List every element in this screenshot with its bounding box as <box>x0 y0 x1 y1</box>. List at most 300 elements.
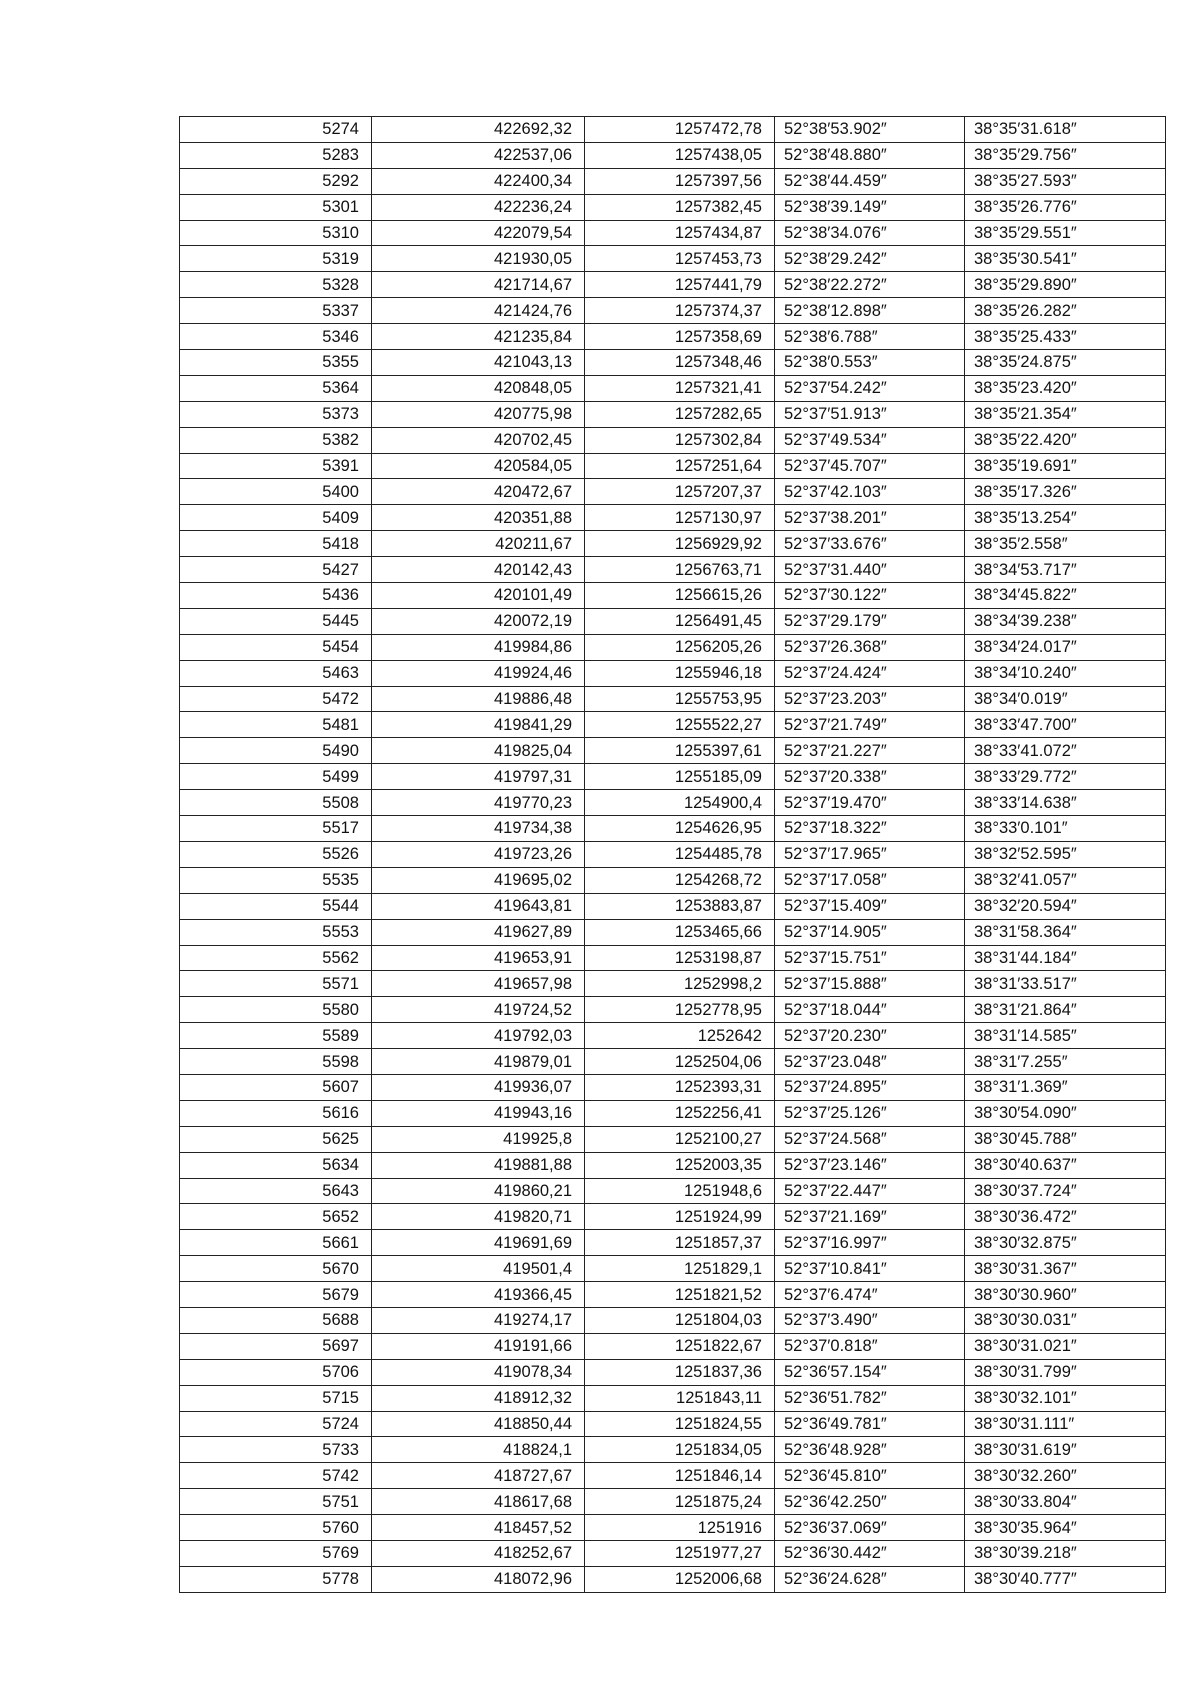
latitude-cell: 52°37′22.447″ <box>775 1178 965 1204</box>
x-coordinate-cell: 419191,66 <box>372 1333 585 1359</box>
latitude-cell: 52°36′30.442″ <box>775 1540 965 1566</box>
point-number-cell: 5445 <box>180 608 372 634</box>
y-coordinate-cell: 1257397,56 <box>585 168 775 194</box>
point-number-cell: 5490 <box>180 738 372 764</box>
table-row <box>180 246 1166 272</box>
x-coordinate-cell: 420351,88 <box>372 505 585 531</box>
longitude-cell: 38°35′22.420″ <box>965 427 1166 453</box>
point-number-cell: 5355 <box>180 350 372 376</box>
latitude-cell: 52°37′0.818″ <box>775 1333 965 1359</box>
x-coordinate-cell: 421043,13 <box>372 350 585 376</box>
x-coordinate-cell: 419879,01 <box>372 1049 585 1075</box>
table-row <box>180 1023 1166 1049</box>
longitude-cell: 38°30′39.218″ <box>965 1540 1166 1566</box>
y-coordinate-cell: 1251829,1 <box>585 1256 775 1282</box>
x-coordinate-cell: 419860,21 <box>372 1178 585 1204</box>
y-coordinate-cell: 1252504,06 <box>585 1049 775 1075</box>
point-number-cell: 5373 <box>180 401 372 427</box>
latitude-cell: 52°37′24.895″ <box>775 1074 965 1100</box>
latitude-cell: 52°37′30.122″ <box>775 583 965 609</box>
point-number-cell: 5544 <box>180 893 372 919</box>
latitude-cell: 52°37′25.126″ <box>775 1100 965 1126</box>
point-number-cell: 5508 <box>180 790 372 816</box>
table-row <box>180 479 1166 505</box>
latitude-cell: 52°37′31.440″ <box>775 557 965 583</box>
longitude-cell: 38°31′33.517″ <box>965 971 1166 997</box>
table-row <box>180 738 1166 764</box>
x-coordinate-cell: 418252,67 <box>372 1540 585 1566</box>
y-coordinate-cell: 1252256,41 <box>585 1100 775 1126</box>
y-coordinate-cell: 1251834,05 <box>585 1437 775 1463</box>
longitude-cell: 38°35′2.558″ <box>965 531 1166 557</box>
point-number-cell: 5310 <box>180 220 372 246</box>
point-number-cell: 5337 <box>180 298 372 324</box>
point-number-cell: 5481 <box>180 712 372 738</box>
point-number-cell: 5301 <box>180 194 372 220</box>
point-number-cell: 5778 <box>180 1566 372 1592</box>
x-coordinate-cell: 420072,19 <box>372 608 585 634</box>
point-number-cell: 5697 <box>180 1333 372 1359</box>
point-number-cell: 5715 <box>180 1385 372 1411</box>
y-coordinate-cell: 1251916 <box>585 1515 775 1541</box>
y-coordinate-cell: 1256205,26 <box>585 634 775 660</box>
longitude-cell: 38°30′37.724″ <box>965 1178 1166 1204</box>
x-coordinate-cell: 418457,52 <box>372 1515 585 1541</box>
table-row <box>180 531 1166 557</box>
longitude-cell: 38°34′45.822″ <box>965 583 1166 609</box>
longitude-cell: 38°35′24.875″ <box>965 350 1166 376</box>
y-coordinate-cell: 1253198,87 <box>585 945 775 971</box>
latitude-cell: 52°36′57.154″ <box>775 1359 965 1385</box>
table-row <box>180 1307 1166 1333</box>
longitude-cell: 38°35′30.541″ <box>965 246 1166 272</box>
point-number-cell: 5274 <box>180 117 372 143</box>
longitude-cell: 38°30′30.960″ <box>965 1282 1166 1308</box>
longitude-cell: 38°30′31.111″ <box>965 1411 1166 1437</box>
x-coordinate-cell: 419366,45 <box>372 1282 585 1308</box>
longitude-cell: 38°30′31.021″ <box>965 1333 1166 1359</box>
longitude-cell: 38°35′19.691″ <box>965 453 1166 479</box>
latitude-cell: 52°37′14.905″ <box>775 919 965 945</box>
y-coordinate-cell: 1252003,35 <box>585 1152 775 1178</box>
x-coordinate-cell: 419881,88 <box>372 1152 585 1178</box>
point-number-cell: 5400 <box>180 479 372 505</box>
x-coordinate-cell: 420584,05 <box>372 453 585 479</box>
y-coordinate-cell: 1252642 <box>585 1023 775 1049</box>
point-number-cell: 5535 <box>180 867 372 893</box>
point-number-cell: 5724 <box>180 1411 372 1437</box>
x-coordinate-cell: 419695,02 <box>372 867 585 893</box>
latitude-cell: 52°37′42.103″ <box>775 479 965 505</box>
y-coordinate-cell: 1251846,14 <box>585 1463 775 1489</box>
table-row <box>180 272 1166 298</box>
x-coordinate-cell: 419627,89 <box>372 919 585 945</box>
x-coordinate-cell: 419734,38 <box>372 816 585 842</box>
table-row <box>180 1437 1166 1463</box>
longitude-cell: 38°30′40.777″ <box>965 1566 1166 1592</box>
x-coordinate-cell: 419792,03 <box>372 1023 585 1049</box>
y-coordinate-cell: 1256491,45 <box>585 608 775 634</box>
y-coordinate-cell: 1251924,99 <box>585 1204 775 1230</box>
y-coordinate-cell: 1255397,61 <box>585 738 775 764</box>
table-row <box>180 142 1166 168</box>
y-coordinate-cell: 1257441,79 <box>585 272 775 298</box>
longitude-cell: 38°30′40.637″ <box>965 1152 1166 1178</box>
table-row <box>180 971 1166 997</box>
latitude-cell: 52°37′24.424″ <box>775 660 965 686</box>
table-row <box>180 634 1166 660</box>
table-row <box>180 350 1166 376</box>
y-coordinate-cell: 1257453,73 <box>585 246 775 272</box>
y-coordinate-cell: 1252998,2 <box>585 971 775 997</box>
table-row <box>180 660 1166 686</box>
latitude-cell: 52°37′6.474″ <box>775 1282 965 1308</box>
latitude-cell: 52°37′29.179″ <box>775 608 965 634</box>
table-row <box>180 997 1166 1023</box>
table-row <box>180 1411 1166 1437</box>
longitude-cell: 38°30′54.090″ <box>965 1100 1166 1126</box>
x-coordinate-cell: 418824,1 <box>372 1437 585 1463</box>
point-number-cell: 5742 <box>180 1463 372 1489</box>
x-coordinate-cell: 422692,32 <box>372 117 585 143</box>
x-coordinate-cell: 419943,16 <box>372 1100 585 1126</box>
table-row <box>180 583 1166 609</box>
longitude-cell: 38°33′0.101″ <box>965 816 1166 842</box>
longitude-cell: 38°30′32.875″ <box>965 1230 1166 1256</box>
y-coordinate-cell: 1252006,68 <box>585 1566 775 1592</box>
point-number-cell: 5346 <box>180 324 372 350</box>
table-row <box>180 1359 1166 1385</box>
longitude-cell: 38°35′31.618″ <box>965 117 1166 143</box>
y-coordinate-cell: 1251822,67 <box>585 1333 775 1359</box>
x-coordinate-cell: 421235,84 <box>372 324 585 350</box>
x-coordinate-cell: 419724,52 <box>372 997 585 1023</box>
table-row <box>180 790 1166 816</box>
longitude-cell: 38°31′21.864″ <box>965 997 1166 1023</box>
longitude-cell: 38°35′26.776″ <box>965 194 1166 220</box>
longitude-cell: 38°30′33.804″ <box>965 1489 1166 1515</box>
x-coordinate-cell: 422400,34 <box>372 168 585 194</box>
point-number-cell: 5562 <box>180 945 372 971</box>
table-row <box>180 117 1166 143</box>
x-coordinate-cell: 421424,76 <box>372 298 585 324</box>
y-coordinate-cell: 1255522,27 <box>585 712 775 738</box>
latitude-cell: 52°37′21.749″ <box>775 712 965 738</box>
longitude-cell: 38°31′14.585″ <box>965 1023 1166 1049</box>
y-coordinate-cell: 1257302,84 <box>585 427 775 453</box>
point-number-cell: 5418 <box>180 531 372 557</box>
longitude-cell: 38°35′13.254″ <box>965 505 1166 531</box>
x-coordinate-cell: 420101,49 <box>372 583 585 609</box>
point-number-cell: 5553 <box>180 919 372 945</box>
longitude-cell: 38°35′29.890″ <box>965 272 1166 298</box>
x-coordinate-cell: 422537,06 <box>372 142 585 168</box>
y-coordinate-cell: 1257207,37 <box>585 479 775 505</box>
y-coordinate-cell: 1253465,66 <box>585 919 775 945</box>
latitude-cell: 52°38′6.788″ <box>775 324 965 350</box>
longitude-cell: 38°31′58.364″ <box>965 919 1166 945</box>
table-row <box>180 453 1166 479</box>
y-coordinate-cell: 1251843,11 <box>585 1385 775 1411</box>
latitude-cell: 52°37′18.322″ <box>775 816 965 842</box>
latitude-cell: 52°37′15.751″ <box>775 945 965 971</box>
point-number-cell: 5607 <box>180 1074 372 1100</box>
latitude-cell: 52°37′45.707″ <box>775 453 965 479</box>
table-row <box>180 1515 1166 1541</box>
point-number-cell: 5733 <box>180 1437 372 1463</box>
longitude-cell: 38°35′29.756″ <box>965 142 1166 168</box>
latitude-cell: 52°36′48.928″ <box>775 1437 965 1463</box>
latitude-cell: 52°36′49.781″ <box>775 1411 965 1437</box>
y-coordinate-cell: 1255185,09 <box>585 764 775 790</box>
table-row <box>180 220 1166 246</box>
y-coordinate-cell: 1257130,97 <box>585 505 775 531</box>
table-row <box>180 945 1166 971</box>
latitude-cell: 52°38′29.242″ <box>775 246 965 272</box>
y-coordinate-cell: 1255946,18 <box>585 660 775 686</box>
latitude-cell: 52°38′22.272″ <box>775 272 965 298</box>
point-number-cell: 5670 <box>180 1256 372 1282</box>
longitude-cell: 38°33′29.772″ <box>965 764 1166 790</box>
longitude-cell: 38°32′52.595″ <box>965 841 1166 867</box>
table-row <box>180 1385 1166 1411</box>
table-row <box>180 168 1166 194</box>
x-coordinate-cell: 418850,44 <box>372 1411 585 1437</box>
latitude-cell: 52°37′20.230″ <box>775 1023 965 1049</box>
latitude-cell: 52°37′23.048″ <box>775 1049 965 1075</box>
y-coordinate-cell: 1255753,95 <box>585 686 775 712</box>
y-coordinate-cell: 1257472,78 <box>585 117 775 143</box>
table-row <box>180 1256 1166 1282</box>
longitude-cell: 38°34′24.017″ <box>965 634 1166 660</box>
table-row <box>180 1204 1166 1230</box>
point-number-cell: 5652 <box>180 1204 372 1230</box>
y-coordinate-cell: 1253883,87 <box>585 893 775 919</box>
y-coordinate-cell: 1252778,95 <box>585 997 775 1023</box>
table-row <box>180 686 1166 712</box>
y-coordinate-cell: 1254485,78 <box>585 841 775 867</box>
point-number-cell: 5679 <box>180 1282 372 1308</box>
x-coordinate-cell: 420775,98 <box>372 401 585 427</box>
x-coordinate-cell: 420211,67 <box>372 531 585 557</box>
x-coordinate-cell: 419825,04 <box>372 738 585 764</box>
point-number-cell: 5643 <box>180 1178 372 1204</box>
longitude-cell: 38°35′21.354″ <box>965 401 1166 427</box>
table-row <box>180 1463 1166 1489</box>
longitude-cell: 38°32′20.594″ <box>965 893 1166 919</box>
table-row <box>180 194 1166 220</box>
longitude-cell: 38°35′29.551″ <box>965 220 1166 246</box>
y-coordinate-cell: 1251837,36 <box>585 1359 775 1385</box>
longitude-cell: 38°30′31.799″ <box>965 1359 1166 1385</box>
longitude-cell: 38°30′31.619″ <box>965 1437 1166 1463</box>
latitude-cell: 52°37′38.201″ <box>775 505 965 531</box>
x-coordinate-cell: 421714,67 <box>372 272 585 298</box>
table-row <box>180 764 1166 790</box>
longitude-cell: 38°34′10.240″ <box>965 660 1166 686</box>
point-number-cell: 5472 <box>180 686 372 712</box>
point-number-cell: 5517 <box>180 816 372 842</box>
table-row <box>180 841 1166 867</box>
x-coordinate-cell: 419925,8 <box>372 1126 585 1152</box>
y-coordinate-cell: 1256929,92 <box>585 531 775 557</box>
latitude-cell: 52°36′37.069″ <box>775 1515 965 1541</box>
latitude-cell: 52°37′15.888″ <box>775 971 965 997</box>
y-coordinate-cell: 1252100,27 <box>585 1126 775 1152</box>
longitude-cell: 38°30′30.031″ <box>965 1307 1166 1333</box>
latitude-cell: 52°36′45.810″ <box>775 1463 965 1489</box>
y-coordinate-cell: 1251824,55 <box>585 1411 775 1437</box>
x-coordinate-cell: 419653,91 <box>372 945 585 971</box>
longitude-cell: 38°30′45.788″ <box>965 1126 1166 1152</box>
table-row <box>180 893 1166 919</box>
point-number-cell: 5634 <box>180 1152 372 1178</box>
latitude-cell: 52°37′23.146″ <box>775 1152 965 1178</box>
table-row <box>180 867 1166 893</box>
latitude-cell: 52°37′3.490″ <box>775 1307 965 1333</box>
point-number-cell: 5751 <box>180 1489 372 1515</box>
table-row <box>180 816 1166 842</box>
x-coordinate-cell: 419924,46 <box>372 660 585 686</box>
latitude-cell: 52°37′26.368″ <box>775 634 965 660</box>
latitude-cell: 52°37′21.227″ <box>775 738 965 764</box>
table-row <box>180 919 1166 945</box>
coordinates-table <box>179 116 1166 1593</box>
latitude-cell: 52°38′0.553″ <box>775 350 965 376</box>
longitude-cell: 38°34′39.238″ <box>965 608 1166 634</box>
x-coordinate-cell: 419797,31 <box>372 764 585 790</box>
point-number-cell: 5616 <box>180 1100 372 1126</box>
latitude-cell: 52°38′53.902″ <box>775 117 965 143</box>
table-row <box>180 712 1166 738</box>
table-row <box>180 375 1166 401</box>
table-body <box>180 117 1166 1593</box>
latitude-cell: 52°38′39.149″ <box>775 194 965 220</box>
x-coordinate-cell: 420848,05 <box>372 375 585 401</box>
y-coordinate-cell: 1257382,45 <box>585 194 775 220</box>
table-row <box>180 1126 1166 1152</box>
point-number-cell: 5625 <box>180 1126 372 1152</box>
latitude-cell: 52°37′49.534″ <box>775 427 965 453</box>
y-coordinate-cell: 1257321,41 <box>585 375 775 401</box>
table-row <box>180 298 1166 324</box>
point-number-cell: 5409 <box>180 505 372 531</box>
x-coordinate-cell: 419691,69 <box>372 1230 585 1256</box>
longitude-cell: 38°31′7.255″ <box>965 1049 1166 1075</box>
point-number-cell: 5382 <box>180 427 372 453</box>
point-number-cell: 5580 <box>180 997 372 1023</box>
y-coordinate-cell: 1251977,27 <box>585 1540 775 1566</box>
point-number-cell: 5283 <box>180 142 372 168</box>
latitude-cell: 52°36′24.628″ <box>775 1566 965 1592</box>
table-row <box>180 1489 1166 1515</box>
latitude-cell: 52°37′24.568″ <box>775 1126 965 1152</box>
y-coordinate-cell: 1257282,65 <box>585 401 775 427</box>
latitude-cell: 52°37′33.676″ <box>775 531 965 557</box>
point-number-cell: 5319 <box>180 246 372 272</box>
table-row <box>180 1282 1166 1308</box>
longitude-cell: 38°30′32.101″ <box>965 1385 1166 1411</box>
table-row <box>180 1049 1166 1075</box>
x-coordinate-cell: 419643,81 <box>372 893 585 919</box>
point-number-cell: 5769 <box>180 1540 372 1566</box>
table-row <box>180 1566 1166 1592</box>
x-coordinate-cell: 420472,67 <box>372 479 585 505</box>
table-row <box>180 1074 1166 1100</box>
longitude-cell: 38°35′17.326″ <box>965 479 1166 505</box>
point-number-cell: 5292 <box>180 168 372 194</box>
table-row <box>180 427 1166 453</box>
y-coordinate-cell: 1257438,05 <box>585 142 775 168</box>
latitude-cell: 52°38′44.459″ <box>775 168 965 194</box>
longitude-cell: 38°34′0.019″ <box>965 686 1166 712</box>
x-coordinate-cell: 422236,24 <box>372 194 585 220</box>
longitude-cell: 38°35′26.282″ <box>965 298 1166 324</box>
table-row <box>180 324 1166 350</box>
latitude-cell: 52°37′15.409″ <box>775 893 965 919</box>
longitude-cell: 38°35′25.433″ <box>965 324 1166 350</box>
latitude-cell: 52°37′51.913″ <box>775 401 965 427</box>
latitude-cell: 52°37′10.841″ <box>775 1256 965 1282</box>
longitude-cell: 38°33′47.700″ <box>965 712 1166 738</box>
point-number-cell: 5598 <box>180 1049 372 1075</box>
point-number-cell: 5499 <box>180 764 372 790</box>
x-coordinate-cell: 418072,96 <box>372 1566 585 1592</box>
x-coordinate-cell: 422079,54 <box>372 220 585 246</box>
latitude-cell: 52°38′34.076″ <box>775 220 965 246</box>
x-coordinate-cell: 419820,71 <box>372 1204 585 1230</box>
x-coordinate-cell: 421930,05 <box>372 246 585 272</box>
x-coordinate-cell: 419841,29 <box>372 712 585 738</box>
longitude-cell: 38°31′44.184″ <box>965 945 1166 971</box>
latitude-cell: 52°37′54.242″ <box>775 375 965 401</box>
x-coordinate-cell: 419274,17 <box>372 1307 585 1333</box>
point-number-cell: 5688 <box>180 1307 372 1333</box>
x-coordinate-cell: 418912,32 <box>372 1385 585 1411</box>
table-row <box>180 505 1166 531</box>
longitude-cell: 38°35′27.593″ <box>965 168 1166 194</box>
x-coordinate-cell: 419501,4 <box>372 1256 585 1282</box>
table-row <box>180 401 1166 427</box>
latitude-cell: 52°36′42.250″ <box>775 1489 965 1515</box>
longitude-cell: 38°31′1.369″ <box>965 1074 1166 1100</box>
longitude-cell: 38°33′41.072″ <box>965 738 1166 764</box>
y-coordinate-cell: 1254268,72 <box>585 867 775 893</box>
latitude-cell: 52°37′21.169″ <box>775 1204 965 1230</box>
point-number-cell: 5391 <box>180 453 372 479</box>
x-coordinate-cell: 419886,48 <box>372 686 585 712</box>
x-coordinate-cell: 420142,43 <box>372 557 585 583</box>
table-row <box>180 1100 1166 1126</box>
longitude-cell: 38°30′35.964″ <box>965 1515 1166 1541</box>
point-number-cell: 5706 <box>180 1359 372 1385</box>
y-coordinate-cell: 1251875,24 <box>585 1489 775 1515</box>
point-number-cell: 5463 <box>180 660 372 686</box>
x-coordinate-cell: 420702,45 <box>372 427 585 453</box>
x-coordinate-cell: 418617,68 <box>372 1489 585 1515</box>
latitude-cell: 52°37′16.997″ <box>775 1230 965 1256</box>
y-coordinate-cell: 1257374,37 <box>585 298 775 324</box>
table-row <box>180 1178 1166 1204</box>
point-number-cell: 5328 <box>180 272 372 298</box>
longitude-cell: 38°32′41.057″ <box>965 867 1166 893</box>
latitude-cell: 52°37′17.058″ <box>775 867 965 893</box>
table-row <box>180 1152 1166 1178</box>
point-number-cell: 5364 <box>180 375 372 401</box>
point-number-cell: 5526 <box>180 841 372 867</box>
x-coordinate-cell: 419770,23 <box>372 790 585 816</box>
y-coordinate-cell: 1257358,69 <box>585 324 775 350</box>
